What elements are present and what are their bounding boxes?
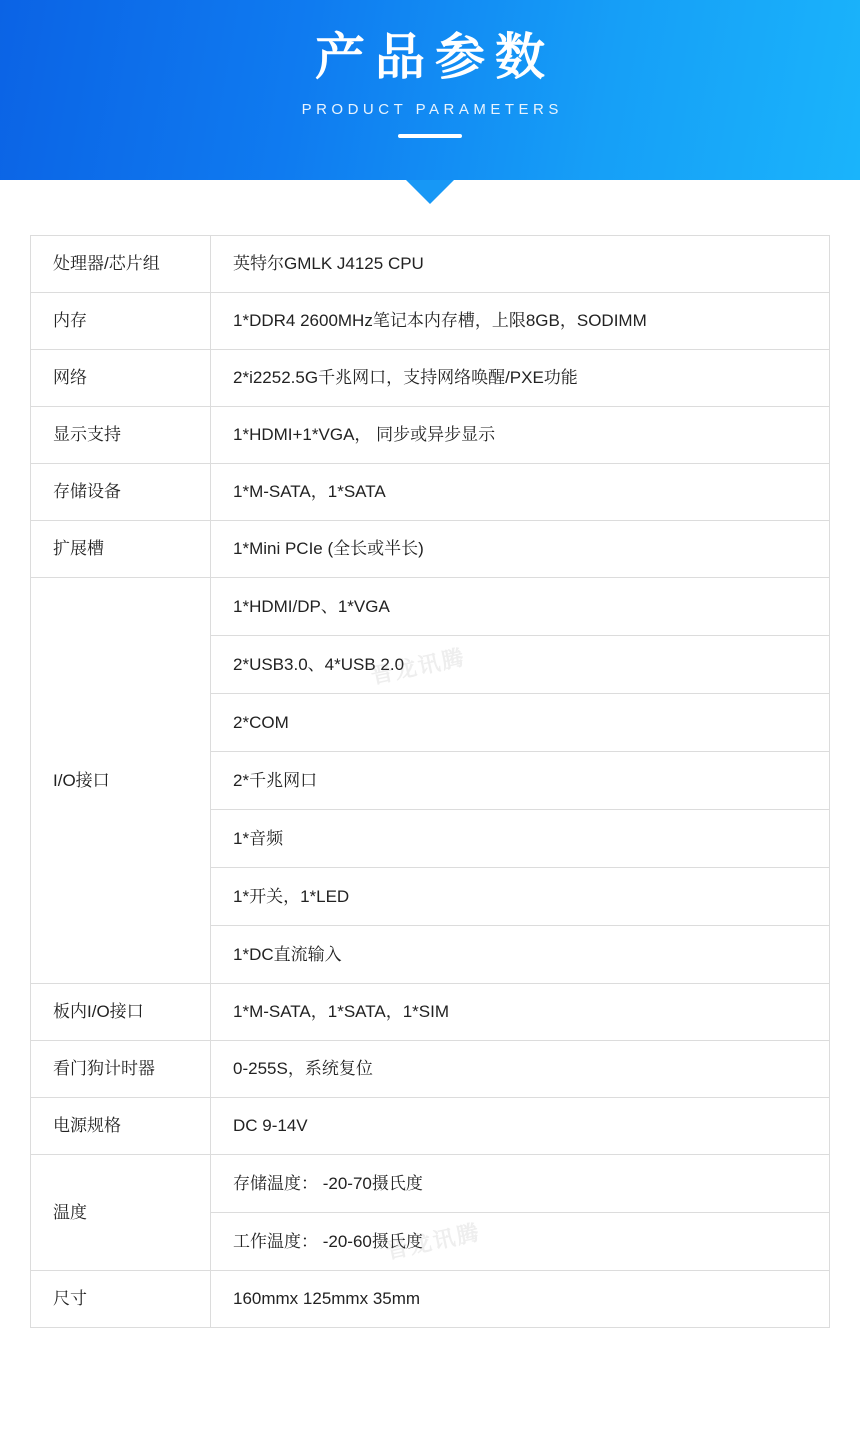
row-label-io-group: I/O接口 (31, 578, 211, 984)
table-row (31, 236, 830, 293)
row-label: 显示支持 (31, 407, 211, 464)
row-value: 1*音频 (211, 810, 830, 868)
spec-table (30, 235, 830, 1328)
table-row (31, 984, 830, 1041)
row-label: 电源规格 (31, 1098, 211, 1155)
table-row (31, 293, 830, 350)
page-subtitle: PRODUCT PARAMETERS (301, 100, 563, 118)
table-row (31, 578, 830, 636)
row-value: 1*M-SATA，1*SATA，1*SIM (211, 984, 830, 1041)
row-value: 1*HDMI/DP、1*VGA (211, 578, 830, 636)
row-value: 1*开关，1*LED (211, 868, 830, 926)
table-row (31, 464, 830, 521)
table-row (31, 407, 830, 464)
row-value: 1*M-SATA，1*SATA (211, 464, 830, 521)
table-row (31, 1098, 830, 1155)
header-banner-content (0, 0, 860, 138)
row-label: 扩展槽 (31, 521, 211, 578)
watermark-text: 晋龙讯腾 (368, 644, 468, 689)
banner-arrow-icon (406, 180, 454, 204)
spec-table-container (30, 235, 830, 1328)
row-value: 存储温度： -20-70摄氏度 (211, 1155, 830, 1213)
row-value: 工作温度： -20-60摄氏度 (211, 1213, 830, 1271)
header-banner (0, 0, 860, 180)
row-value: 2*千兆网口 (211, 752, 830, 810)
row-value: 1*DC直流输入 (211, 926, 830, 984)
table-row (31, 521, 830, 578)
row-label: 看门狗计时器 (31, 1041, 211, 1098)
row-label: 存储设备 (31, 464, 211, 521)
page-title: 产品参数 (315, 29, 555, 85)
row-value: 2*USB3.0、4*USB 2.0 (211, 636, 830, 694)
row-label: 尺寸 (31, 1271, 211, 1328)
row-value: 0-255S，系统复位 (211, 1041, 830, 1098)
title-underline (398, 134, 462, 138)
row-value: DC 9-14V (211, 1098, 830, 1155)
row-value: 1*Mini PCIe (全长或半长) (211, 521, 830, 578)
table-row (31, 1155, 830, 1213)
row-value: 160mmx 125mmx 35mm (211, 1271, 830, 1328)
table-row (31, 350, 830, 407)
row-value: 英特尔GMLK J4125 CPU (211, 236, 830, 293)
row-label: 内存 (31, 293, 211, 350)
row-label: 处理器/芯片组 (31, 236, 211, 293)
row-label: 网络 (31, 350, 211, 407)
row-label-temperature-group: 温度 (31, 1155, 211, 1271)
table-row (31, 1041, 830, 1098)
row-label: 板内I/O接口 (31, 984, 211, 1041)
table-row (31, 1271, 830, 1328)
row-value: 1*HDMI+1*VGA， 同步或异步显示 (211, 407, 830, 464)
row-value: 2*i2252.5G千兆网口，支持网络唤醒/PXE功能 (211, 350, 830, 407)
watermark-text: 晋龙讯腾 (383, 1219, 483, 1264)
row-value: 1*DDR4 2600MHz笔记本内存槽，上限8GB，SODIMM (211, 293, 830, 350)
row-value: 2*COM (211, 694, 830, 752)
